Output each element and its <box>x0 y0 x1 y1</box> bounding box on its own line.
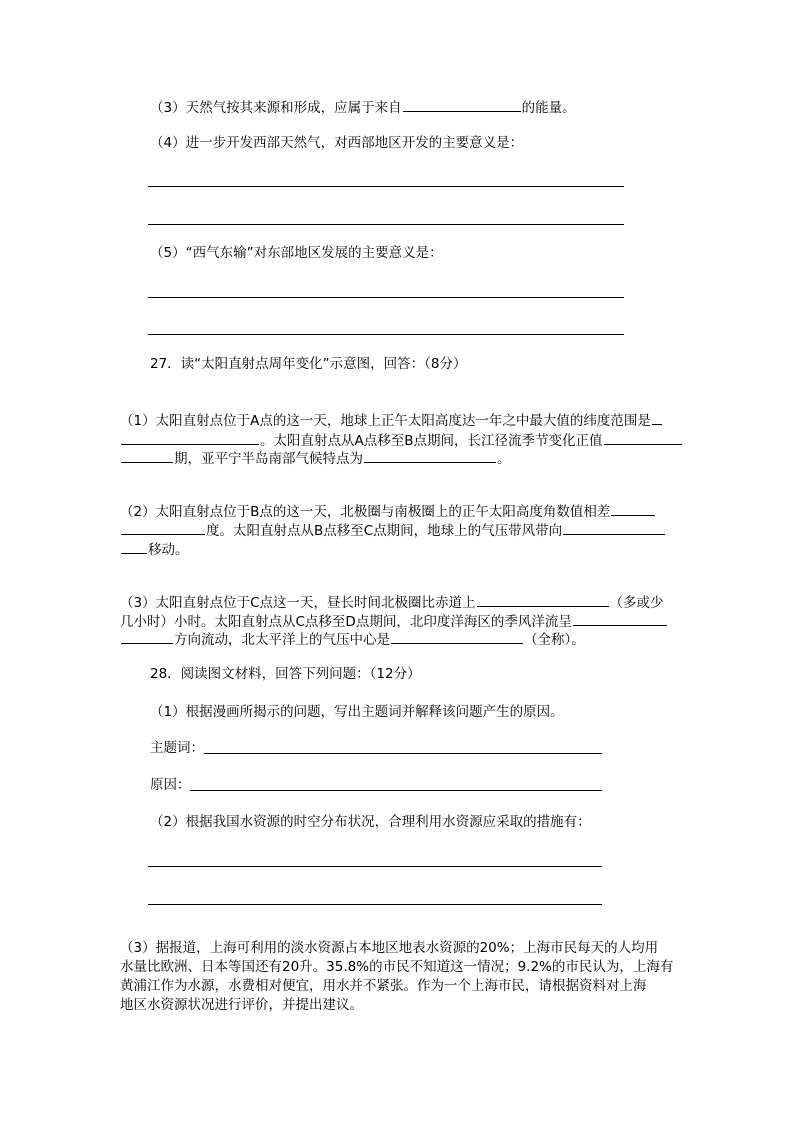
q26-part3-answer-blank[interactable] <box>403 96 521 112</box>
q27-part2-blank-2a[interactable] <box>563 519 665 535</box>
q26-part5: （5）“西气东输”对东部地区发展的主要意义是： <box>150 245 443 261</box>
q27-part3-text-1: （3）太阳直射点位于C点这一天，昼长时间北极圈比赤道上 <box>120 595 476 611</box>
q27-part1-text-2: 。太阳直射点从A点移至B点期间，长江径流季节变化正值 <box>260 433 603 449</box>
q27-part3-line3 <box>120 628 585 650</box>
q26-part3 <box>150 96 576 118</box>
q27-part1-blank-2b[interactable] <box>121 447 173 463</box>
q28-part1: （1）根据漫画所揭示的问题，写出主题词并解释该问题产生的原因。 <box>150 704 564 720</box>
q26-part5-answer-line-1[interactable] <box>148 297 624 298</box>
q27-part2-line3 <box>120 538 189 560</box>
q27-title: 27．读“太阳直射点周年变化”示意图，回答：（8分） <box>150 356 467 372</box>
q26-part4-answer-line-1[interactable] <box>148 186 624 187</box>
q28-theme-word-label: 主题词： <box>150 740 204 756</box>
q28-theme-word-answer-line[interactable] <box>204 753 602 754</box>
q27-part1-text-4: 。 <box>497 451 511 467</box>
q27-part3-blank-3[interactable] <box>391 628 523 644</box>
q27-part1-text-3: 期，亚平宁半岛南部气候特点为 <box>174 451 363 467</box>
q27-part1-blank-3[interactable] <box>364 447 496 463</box>
q26-part5-answer-line-2[interactable] <box>148 334 624 335</box>
q27-part2-text-3: 移动。 <box>148 542 189 558</box>
q28-part2-answer-line-2[interactable] <box>148 904 602 905</box>
q27-part3-text-3: 几小时）小时。太阳直射点从C点移至D点期间，北印度洋海区的季风洋流呈 <box>120 614 572 630</box>
q27-part3-blank-2a[interactable] <box>573 610 667 626</box>
q27-part3-blank-2b[interactable] <box>121 628 173 644</box>
q27-part1-blank-2a[interactable] <box>604 429 682 445</box>
q28-reason-answer-line[interactable] <box>190 790 602 791</box>
q27-part1-blank-1b[interactable] <box>121 429 259 445</box>
q28-part2: （2）根据我国水资源的时空分布状况，合理利用水资源应采取的措施有： <box>150 814 591 830</box>
q28-part3-line3: 黄浦江作为水源，水费相对便宜，用水并不紧张。作为一个上海市民，请根据资料对上海 <box>120 978 647 994</box>
q27-part3-blank-1[interactable] <box>477 591 609 607</box>
q27-part1-blank-1a[interactable] <box>652 409 662 425</box>
q27-part3-text-4: 方向流动，北太平洋上的气压中心是 <box>174 632 390 648</box>
q27-part3-text-2: （多或少 <box>609 595 664 611</box>
q27-part1-line1 <box>120 409 663 431</box>
q28-reason-label: 原因： <box>150 777 191 793</box>
q26-part3-suffix: 的能量。 <box>521 100 576 116</box>
q27-part2-blank-1b[interactable] <box>121 519 205 535</box>
q27-part2-text-1: （2）太阳直射点位于B点的这一天，北极圈与南极圈上的正午太阳高度角数值相差 <box>120 504 611 520</box>
q26-part3-text: （3）天然气按其来源和形成，应属于来自 <box>150 100 402 116</box>
q27-part2-blank-1a[interactable] <box>611 500 655 516</box>
q28-part3-line2: 水量比欧洲、日本等国还有20升。35.8%的市民不知道这一情况；9.2%的市民认为，上海有 <box>120 959 674 975</box>
q26-part4-answer-line-2[interactable] <box>148 224 624 225</box>
q28-part2-answer-line-1[interactable] <box>148 866 602 867</box>
q27-part2-line2 <box>120 519 666 541</box>
q28-part3-line4: 地区水资源状况进行评价，并提出建议。 <box>120 997 363 1013</box>
q27-part2-blank-2b[interactable] <box>121 538 147 554</box>
q27-part1-line3 <box>120 447 511 469</box>
q27-part3-text-5: （全称）。 <box>524 632 585 648</box>
q26-part4: （4）进一步开发西部天然气，对西部地区开发的主要意义是： <box>150 135 524 151</box>
q28-part3-line1: （3）据报道，上海可利用的淡水资源占本地区地表水资源的20%；上海市民每天的人均用 <box>120 940 659 956</box>
q27-part2-text-2: 度。太阳直射点从B点移至C点期间，地球上的气压带风带向 <box>206 523 563 539</box>
q27-part1-text-1: （1）太阳直射点位于A点的这一天，地球上正午太阳高度达一年之中最大值的纬度范围是 <box>120 413 651 429</box>
q28-title: 28．阅读图文材料，回答下列问题：（12分） <box>150 666 421 682</box>
